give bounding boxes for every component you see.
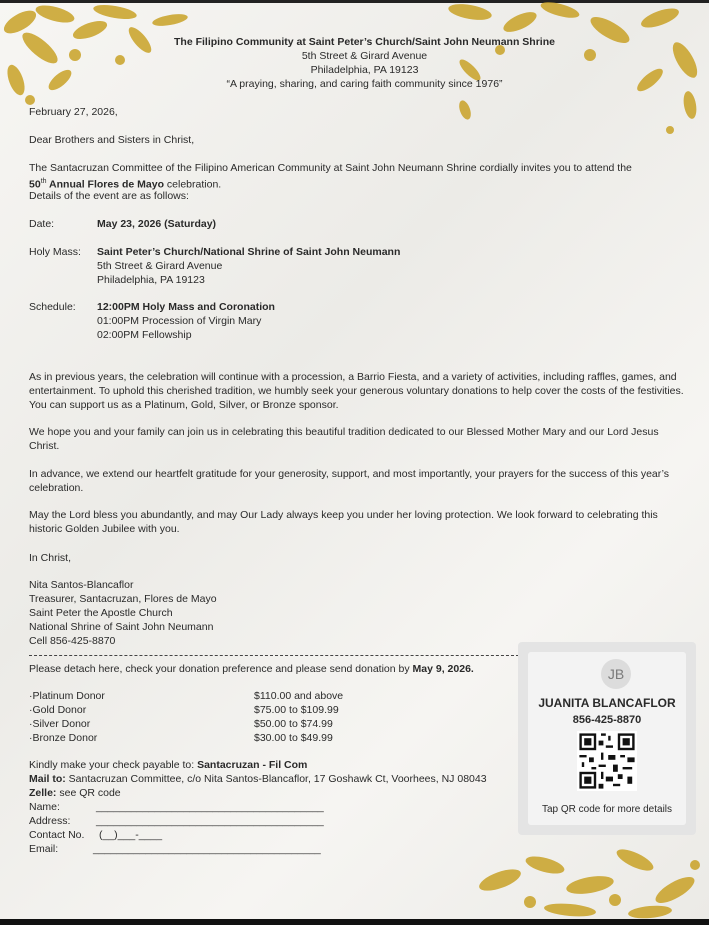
signer-title: Treasurer, Santacruzan, Flores de Mayo <box>29 593 217 605</box>
payable-to: Santacruzan - Fil Com <box>197 759 308 771</box>
detach-line <box>29 655 519 656</box>
closing: In Christ, <box>29 552 72 564</box>
body-paragraph: May the Lord bless you abundantly, and may Our Lady always keep you under her loving protection. We look forward to celebrating this historic Golden Jubilee with you. <box>29 509 658 535</box>
tier-name: ·Platinum Donor <box>29 690 105 702</box>
signer-church: Saint Peter the Apostle Church <box>29 607 173 619</box>
header-street: 5th Street & Girard Avenue <box>301 50 428 62</box>
zelle-name: JUANITA BLANCAFLOR <box>538 696 676 710</box>
body-paragraph: As in previous years, the celebration will continue with a procession, a Barrio Fiesta, and a variety of activities, including raffles, games, and entertainment. To uphold this cherished tradition, we humbly seek your generous voluntary donations to help cover the costs of the festivities. You can support us as a Platinum, Gold, Silver, or Bronze sponsor. <box>29 371 684 411</box>
tier-name: ·Silver Donor <box>29 718 91 730</box>
letter-date: February 27, 2026, <box>29 106 118 118</box>
signer-cell: Cell 856-425-8870 <box>29 635 116 647</box>
deadline: May 9, 2026. <box>412 663 474 675</box>
date-label: Date: <box>29 218 55 230</box>
zelle-card <box>518 642 696 835</box>
tier-name: ·Gold Donor <box>29 704 87 716</box>
mass-city: Philadelphia, PA 19123 <box>97 274 205 286</box>
address-field[interactable]: _______________________________________ <box>96 815 324 827</box>
event-tail: celebration. <box>164 178 222 191</box>
tier-range: $30.00 to $49.99 <box>254 732 333 744</box>
name-field[interactable]: _______________________________________ <box>96 801 324 813</box>
intro-text: The Santacruzan Committee of the Filipino American Community at Saint John Neumann Shrine cordially invites you to attend the <box>29 162 632 174</box>
tier-range: $75.00 to $109.99 <box>254 704 339 716</box>
zelle-card-body <box>528 652 686 825</box>
schedule-label: Schedule: <box>29 301 76 313</box>
greeting: Dear Brothers and Sisters in Christ, <box>29 134 195 146</box>
bottom-border <box>0 919 709 925</box>
body-paragraph: We hope you and your family can join us in celebrating this beautiful tradition dedicated to our Blessed Mother Mary and our Lord Jesus Christ. <box>29 426 659 452</box>
zelle-value: see QR code <box>56 787 121 799</box>
body-paragraph: In advance, we extend our heartfelt gratitude for your generosity, support, and most importantly, your prayers for the success of this year’s celebration. <box>29 468 670 494</box>
schedule-item: 01:00PM Procession of Virgin Mary <box>97 315 262 327</box>
email-label: Email: <box>29 843 59 855</box>
mail-line <box>29 772 487 786</box>
detach-instruction <box>29 662 474 676</box>
zelle-phone: 856-425-8870 <box>572 714 642 726</box>
payable-lead: Kindly make your check payable to: <box>29 759 198 771</box>
address-label: Address: <box>29 815 71 827</box>
tier-range: $50.00 to $74.99 <box>254 718 333 730</box>
signer-shrine: National Shrine of Saint John Neumann <box>29 621 214 633</box>
org-title: The Filipino Community at Saint Peter’s Church/Saint John Neumann Shrine <box>174 36 555 48</box>
avatar: JB <box>601 659 631 689</box>
signer-name: Nita Santos-Blancaflor <box>29 579 134 591</box>
payable-line <box>29 758 307 772</box>
mass-street: 5th Street & Girard Avenue <box>97 260 223 272</box>
contact-label: Contact No. <box>29 829 85 841</box>
date-value: May 23, 2026 (Saturday) <box>97 218 217 230</box>
detach-text: Please detach here, check your donation preference and please send donation by <box>29 663 413 675</box>
contact-field[interactable]: (__)___-____ <box>99 829 163 841</box>
event-name: Annual Flores de Mayo <box>46 178 164 191</box>
details-intro: Details of the event are as follows: <box>29 190 189 202</box>
zelle-line <box>29 786 121 800</box>
qr-hint: Tap QR code for more details <box>541 804 673 815</box>
tier-name: ·Bronze Donor <box>29 732 98 744</box>
mass-label: Holy Mass: <box>29 246 81 258</box>
mail-label: Mail to: <box>29 773 66 785</box>
qr-code-icon[interactable] <box>577 731 637 791</box>
tier-range: $110.00 and above <box>254 690 344 702</box>
gold-floral-bottom-right-icon <box>470 840 709 920</box>
header-motto: “A praying, sharing, and caring faith community since 1976” <box>226 78 503 90</box>
mass-venue: Saint Peter’s Church/National Shrine of Saint John Neumann <box>97 246 401 258</box>
schedule-item: 12:00PM Holy Mass and Coronation <box>97 301 275 313</box>
mail-value: Santacruzan Committee, c/o Nita Santos-Blancaflor, 17 Goshawk Ct, Voorhees, NJ 08043 <box>65 773 487 785</box>
event-ordinal: th <box>40 178 47 185</box>
header-city: Philadelphia, PA 19123 <box>310 64 419 76</box>
event-number: 50 <box>29 178 41 191</box>
schedule-item: 02:00PM Fellowship <box>97 329 192 341</box>
zelle-label: Zelle: <box>29 787 57 799</box>
name-label: Name: <box>29 801 60 813</box>
email-field[interactable]: _______________________________________ <box>93 843 321 855</box>
